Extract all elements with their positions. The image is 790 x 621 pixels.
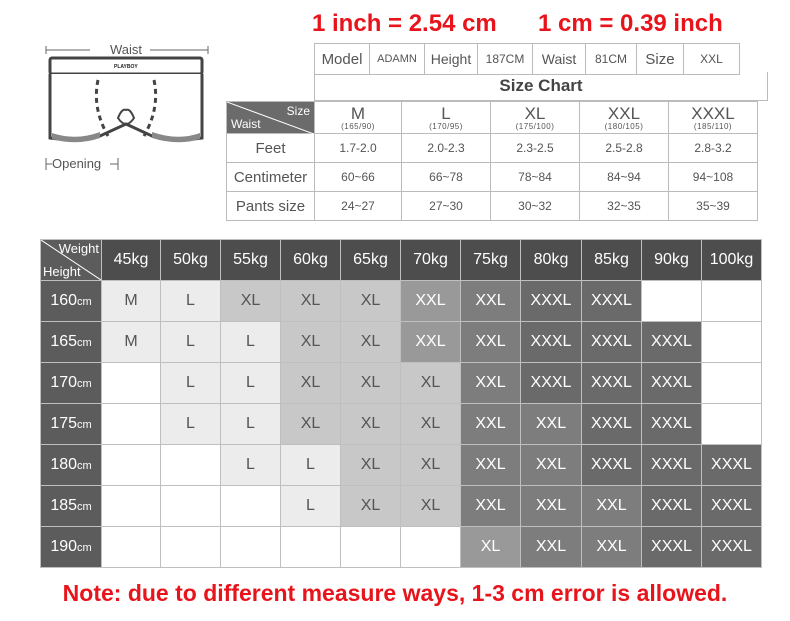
- size-cell: XL: [281, 281, 341, 322]
- size-cell: XXXL: [521, 322, 582, 363]
- weight-header-cell: 60kg: [281, 240, 341, 281]
- size-cell: [102, 404, 161, 445]
- height-value: 187CM: [478, 44, 533, 75]
- size-cell: L: [281, 486, 341, 527]
- size-cell: XXL: [521, 486, 582, 527]
- weight-header-cell: 65kg: [341, 240, 401, 281]
- row-label: Pants size: [227, 192, 315, 221]
- size-cell: M: [102, 322, 161, 363]
- size-col-xxxl: XXXL (185/110): [669, 102, 758, 134]
- size-cell: XXXL: [582, 322, 642, 363]
- size-cell: XL: [401, 363, 461, 404]
- size-cell: XL: [281, 404, 341, 445]
- height-label: Height: [425, 44, 478, 75]
- table-cell: 66~78: [402, 163, 491, 192]
- height-unit: cm: [77, 337, 92, 349]
- size-cell: XXL: [582, 486, 642, 527]
- size-col-xxl: XXL (180/105): [580, 102, 669, 134]
- height-value: 185: [50, 497, 78, 514]
- size-cell: XXXL: [642, 404, 702, 445]
- weight-header-cell: 70kg: [401, 240, 461, 281]
- size-cell: XXL: [401, 281, 461, 322]
- size-cell: XXL: [461, 363, 521, 404]
- feet-row: [227, 134, 758, 163]
- size-cell: XL: [341, 404, 401, 445]
- size-cell: XXL: [521, 527, 582, 568]
- height-value: 160: [50, 292, 78, 309]
- table-row: [41, 486, 762, 527]
- table-cell: 60~66: [315, 163, 402, 192]
- size-cell: XXL: [582, 527, 642, 568]
- size-cell: [161, 527, 221, 568]
- weight-header-cell: 50kg: [161, 240, 221, 281]
- size-cell: XL: [341, 363, 401, 404]
- size-cell: XXXL: [521, 363, 582, 404]
- row-label: Feet: [227, 134, 315, 163]
- size-cell: L: [281, 445, 341, 486]
- weight-header-cell: 85kg: [582, 240, 642, 281]
- size-cell: XXXL: [582, 281, 642, 322]
- size-cell: XL: [341, 486, 401, 527]
- size-col-xl: XL (175/100): [491, 102, 580, 134]
- weight-header-cell: 55kg: [221, 240, 281, 281]
- table-cell: 24~27: [315, 192, 402, 221]
- size-col-l: L (170/95): [402, 102, 491, 134]
- size-label: Size: [637, 44, 684, 75]
- table-cell: 2.5-2.8: [580, 134, 669, 163]
- size-cell: XXXL: [582, 445, 642, 486]
- table-cell: 30~32: [491, 192, 580, 221]
- size-cell: XL: [281, 363, 341, 404]
- weight-header-row: [41, 240, 762, 281]
- size-cell: XXXL: [702, 486, 762, 527]
- height-unit: cm: [77, 296, 92, 308]
- size-cell: XXXL: [642, 486, 702, 527]
- height-value: 190: [50, 538, 78, 555]
- table-row: [41, 445, 762, 486]
- weight-header-cell: 45kg: [102, 240, 161, 281]
- corner-waist-label: Waist: [231, 117, 261, 131]
- brand-logo: PLAYBOY: [114, 64, 138, 70]
- height-unit: cm: [77, 460, 92, 472]
- cm-to-inch-text: 1 cm = 0.39 inch: [538, 10, 723, 37]
- size-value: XXL: [684, 44, 740, 75]
- height-cell: [41, 486, 102, 527]
- table-cell: 2.0-2.3: [402, 134, 491, 163]
- weight-header-cell: 100kg: [702, 240, 762, 281]
- height-cell: [41, 363, 102, 404]
- size-cell: XXXL: [582, 404, 642, 445]
- size-chart-table: [226, 101, 758, 221]
- size-cell: XXL: [401, 322, 461, 363]
- size-cell: [702, 363, 762, 404]
- height-unit: cm: [77, 542, 92, 554]
- model-info-table: [314, 43, 740, 75]
- height-cell: [41, 281, 102, 322]
- size-cell: [281, 527, 341, 568]
- size-cell: XXXL: [642, 445, 702, 486]
- size-cell: XXL: [461, 322, 521, 363]
- centimeter-row: [227, 163, 758, 192]
- size-cell: [341, 527, 401, 568]
- height-value: 180: [50, 456, 78, 473]
- table-row: [41, 322, 762, 363]
- size-cell: [221, 527, 281, 568]
- table-cell: 27~30: [402, 192, 491, 221]
- size-cell: XXXL: [642, 363, 702, 404]
- weight-header-cell: 75kg: [461, 240, 521, 281]
- weight-header-cell: 80kg: [521, 240, 582, 281]
- size-cell: L: [221, 445, 281, 486]
- table-cell: 2.8-3.2: [669, 134, 758, 163]
- size-cell: XXXL: [582, 363, 642, 404]
- table-cell: 1.7-2.0: [315, 134, 402, 163]
- height-value: 165: [50, 333, 78, 350]
- height-value: 170: [50, 374, 78, 391]
- weight-header-cell: 90kg: [642, 240, 702, 281]
- size-cell: L: [221, 404, 281, 445]
- table-row: [41, 404, 762, 445]
- height-unit: cm: [77, 378, 92, 390]
- opening-label: Opening: [52, 156, 102, 171]
- size-cell: XL: [461, 527, 521, 568]
- measurement-note: Note: due to different measure ways, 1-3 cm error is allowed.: [62, 580, 728, 606]
- size-cell: L: [161, 404, 221, 445]
- size-cell: L: [161, 363, 221, 404]
- size-cell: L: [221, 363, 281, 404]
- size-cell: XXXL: [521, 281, 582, 322]
- height-unit: cm: [77, 419, 92, 431]
- size-cell: XL: [281, 322, 341, 363]
- size-cell: [102, 363, 161, 404]
- table-cell: 2.3-2.5: [491, 134, 580, 163]
- height-cell: [41, 322, 102, 363]
- size-cell: L: [161, 322, 221, 363]
- size-cell: M: [102, 281, 161, 322]
- height-cell: [41, 445, 102, 486]
- size-cell: [102, 527, 161, 568]
- size-cell: XXXL: [702, 445, 762, 486]
- model-label: Model: [315, 44, 370, 75]
- table-cell: 35~39: [669, 192, 758, 221]
- size-col-m: M (165/90): [315, 102, 402, 134]
- size-cell: [702, 404, 762, 445]
- waist-model-value: 81CM: [586, 44, 637, 75]
- underwear-illustration: [38, 38, 218, 178]
- height-cell: [41, 404, 102, 445]
- height-cell: [41, 527, 102, 568]
- size-cell: XXXL: [702, 527, 762, 568]
- size-cell: XL: [401, 445, 461, 486]
- weight-height-corner: [41, 240, 102, 281]
- size-cell: XXL: [461, 445, 521, 486]
- size-cell: XXL: [461, 404, 521, 445]
- table-row: [41, 281, 762, 322]
- table-row: [41, 363, 762, 404]
- size-cell: XXL: [461, 281, 521, 322]
- size-cell: [702, 281, 762, 322]
- size-cell: [401, 527, 461, 568]
- size-cell: [102, 486, 161, 527]
- size-chart-corner: [227, 102, 315, 134]
- weight-height-table: [40, 239, 762, 568]
- size-cell: [702, 322, 762, 363]
- model-value: ADAMN: [370, 44, 425, 75]
- table-cell: 32~35: [580, 192, 669, 221]
- size-cell: XXXL: [642, 322, 702, 363]
- height-value: 175: [50, 415, 78, 432]
- size-cell: XXXL: [642, 527, 702, 568]
- table-cell: 84~94: [580, 163, 669, 192]
- waist-label: Waist: [110, 42, 143, 57]
- size-cell: L: [221, 322, 281, 363]
- corner-size-label: Size: [286, 104, 310, 118]
- size-cell: [642, 281, 702, 322]
- table-cell: 94~108: [669, 163, 758, 192]
- size-chart-title: Size Chart: [314, 72, 768, 101]
- size-cell: [161, 486, 221, 527]
- size-cell: [221, 486, 281, 527]
- size-cell: XXL: [521, 404, 582, 445]
- row-label: Centimeter: [227, 163, 315, 192]
- table-cell: 78~84: [491, 163, 580, 192]
- waist-model-label: Waist: [533, 44, 586, 75]
- height-unit: cm: [77, 501, 92, 513]
- size-cell: XL: [341, 322, 401, 363]
- corner-height-label: Height: [43, 264, 81, 279]
- table-row: [41, 527, 762, 568]
- size-cell: XL: [341, 281, 401, 322]
- size-cell: XL: [401, 486, 461, 527]
- size-cell: XL: [221, 281, 281, 322]
- size-cell: XXL: [521, 445, 582, 486]
- size-cell: XXL: [461, 486, 521, 527]
- size-cell: L: [161, 281, 221, 322]
- size-cell: XL: [341, 445, 401, 486]
- size-cell: [161, 445, 221, 486]
- pants-size-row: [227, 192, 758, 221]
- size-cell: [102, 445, 161, 486]
- inch-to-cm-text: 1 inch = 2.54 cm: [312, 10, 497, 37]
- corner-weight-label: Weight: [58, 241, 99, 256]
- size-cell: XL: [401, 404, 461, 445]
